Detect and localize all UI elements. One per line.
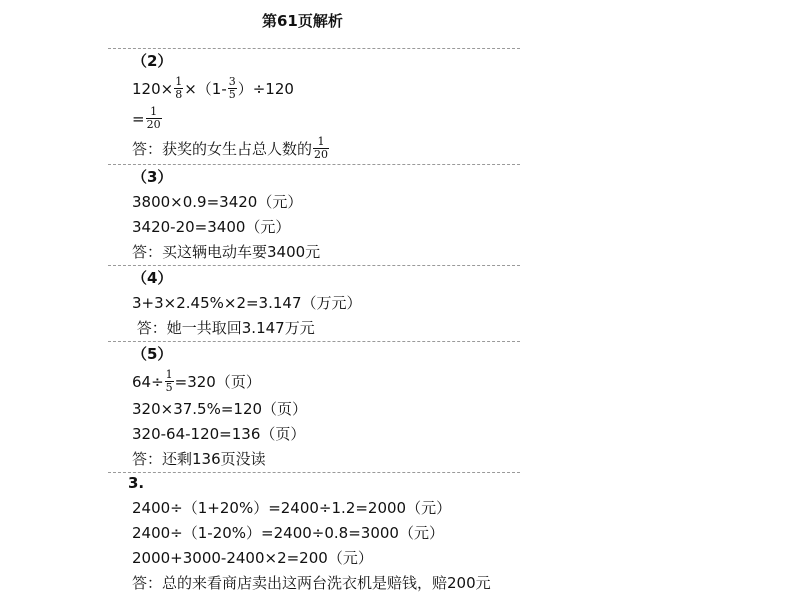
page-title: 第61页解析 — [262, 12, 343, 30]
denominator: 8 — [175, 88, 183, 101]
expr-part: ）÷120 — [237, 80, 294, 98]
answer-text: 答：获奖的女生占总人数的 — [132, 140, 313, 158]
section-4-answer: 答：她一共取回3.147万元 — [132, 319, 315, 337]
section-3-answer: 答：买这辆电动车要3400元 — [132, 243, 321, 261]
denominator: 5 — [228, 88, 236, 101]
question-3-heading: 3. — [128, 474, 145, 492]
numerator: 1 — [175, 75, 183, 88]
question-3-line: 2400÷（1-20%）=2400÷0.8=3000（元） — [132, 524, 444, 542]
section-5-heading: （5） — [132, 345, 173, 363]
section-divider — [108, 265, 520, 266]
expr-part: 120× — [132, 80, 174, 98]
section-5-line: 320-64-120=136（页） — [132, 425, 306, 443]
denominator: 5 — [165, 381, 173, 394]
fraction — [174, 76, 183, 101]
section-4-line: 3+3×2.45%×2=3.147（万元） — [132, 294, 362, 312]
section-divider — [108, 48, 520, 49]
section-2-answer — [132, 137, 330, 162]
section-divider — [108, 164, 520, 165]
expr-part: 64÷ — [132, 373, 164, 391]
section-2-heading: （2） — [132, 52, 173, 70]
denominator: 20 — [146, 118, 161, 131]
section-5-line: 320×37.5%=120（页） — [132, 400, 308, 418]
numerator: 1 — [313, 136, 329, 149]
section-2-result — [132, 107, 163, 132]
fraction — [313, 136, 329, 161]
expr-part: =320（页） — [174, 373, 261, 391]
denominator: 20 — [314, 148, 329, 161]
numerator: 3 — [228, 75, 236, 88]
section-divider — [108, 472, 520, 473]
section-2-expression — [132, 77, 294, 102]
question-3-answer: 答：总的来看商店卖出这两台洗衣机是赔钱，赔200元 — [132, 574, 491, 592]
numerator: 1 — [165, 368, 173, 381]
expr-part: ×（1- — [184, 80, 227, 98]
section-3-line: 3800×0.9=3420（元） — [132, 193, 303, 211]
fraction — [228, 76, 237, 101]
section-5-expression — [132, 370, 261, 395]
expr-part: = — [132, 110, 145, 128]
question-3-line: 2400÷（1+20%）=2400÷1.2=2000（元） — [132, 499, 452, 517]
fraction — [165, 369, 174, 394]
numerator: 1 — [146, 106, 162, 119]
section-5-answer: 答：还剩136页没读 — [132, 450, 266, 468]
section-3-line: 3420-20=3400（元） — [132, 218, 291, 236]
section-4-heading: （4） — [132, 269, 173, 287]
fraction — [146, 106, 162, 131]
question-3-line: 2000+3000-2400×2=200（元） — [132, 549, 373, 567]
section-divider — [108, 341, 520, 342]
section-3-heading: （3） — [132, 168, 173, 186]
